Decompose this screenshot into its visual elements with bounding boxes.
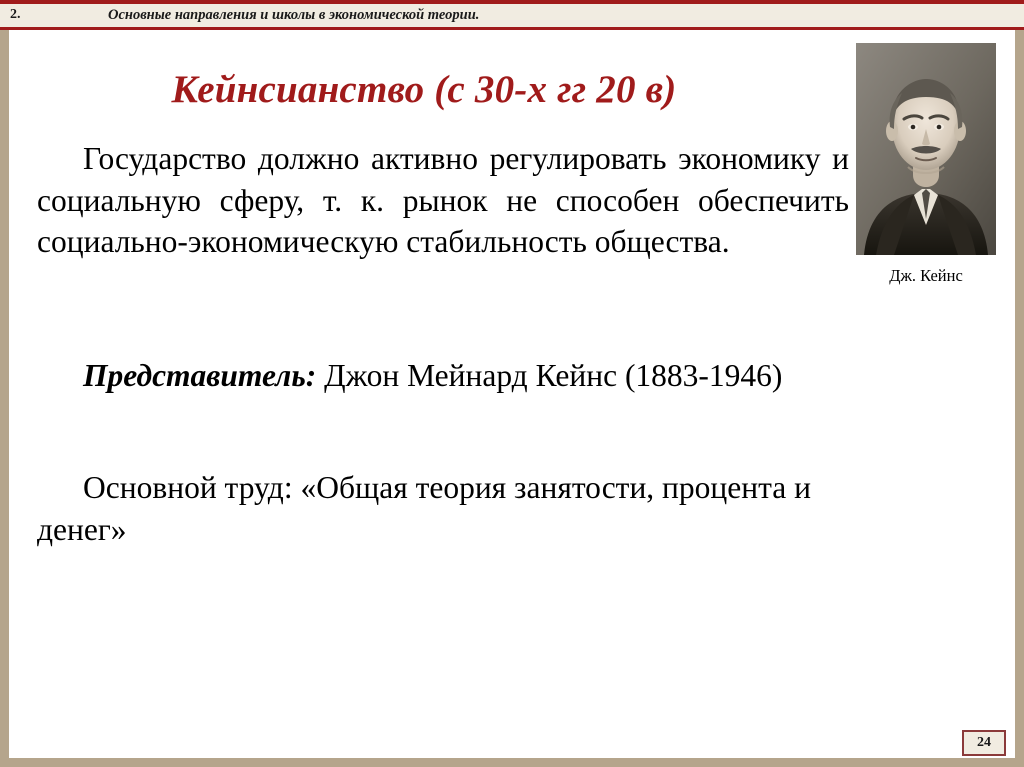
- header-section-number: 2.: [10, 7, 21, 22]
- paragraph-main-work: Основной труд: «Общая теория занятости, процента и денег»: [37, 470, 811, 547]
- portrait-caption: Дж. Кейнс: [889, 266, 963, 285]
- slide-header: [0, 0, 1024, 30]
- header-section-title: Основные направления и школы в экономической теории.: [108, 7, 480, 23]
- representative-name: Джон Мейнард Кейнс (1883-1946): [316, 358, 783, 393]
- page-number-badge: 24: [962, 730, 1006, 756]
- page-title: Кейнсианство (с 30-х гг 20 в): [171, 68, 677, 111]
- slide-content: [9, 30, 1015, 730]
- paragraph-definition: Государство должно активно регулировать экономику и социальную сферу, т. к. рынок не способен обеспечить социально-экономическую стабильность общества.: [37, 141, 849, 260]
- paragraph-representative: [37, 355, 849, 397]
- portrait-keynes-image: [856, 43, 996, 255]
- portrait-frame: [856, 43, 996, 255]
- representative-label: Представитель:: [83, 358, 317, 393]
